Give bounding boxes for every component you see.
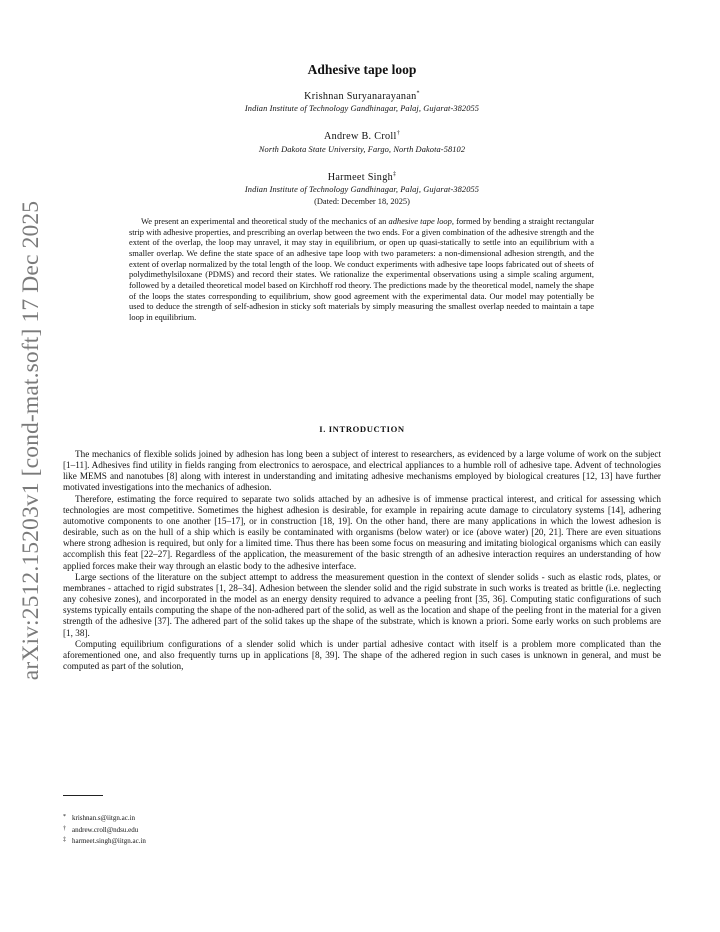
- footnote-mark: ‡: [63, 837, 66, 844]
- footnote-item: [63, 824, 363, 836]
- footnote-mark: †: [63, 825, 66, 832]
- author-name-3: [63, 172, 661, 183]
- abstract-emphasis: adhesive tape loop: [388, 216, 452, 226]
- footnote-item: [63, 812, 363, 824]
- body-paragraph: Large sections of the literature on the subject attempt to address the measurement question in the context of slender solids - such as elastic rods, plates, or membranes - attached to rigid substrates [1, 28–34]. Adhesion between the slender solid and the rigid substrate in such works is treated as brittle (i.e. neglecting any cohesive zones), and incorporated in the model as an energy density required to advance a peeling front [35, 36]. Computing static configurations of such systems typically entails computing the shape of the non-adhered part of the solid, as well as the location and shape of the peeling front in the material for a given strength of the adhesive [37]. The adhered part of the solid takes up the shape of the substrate, which is known a priori. Some early works on such problems are [1, 38].: [63, 571, 661, 638]
- body-paragraph: Computing equilibrium configurations of a slender solid which is under partial adhesive contact with itself is a problem more complicated than the aforementioned one, and also frequently turns up in applications [8, 39]. The shape of the adhered region in such cases is unknown in general, and must be computed as part of the solution,: [63, 638, 661, 671]
- footnote-email[interactable]: krishnan.s@iitgn.ac.in: [72, 814, 136, 822]
- dated-line: (Dated: December 18, 2025): [314, 197, 410, 206]
- author-name-1: [63, 91, 661, 102]
- author-name-2: [63, 131, 661, 142]
- footnote-email[interactable]: harmeet.singh@iitgn.ac.in: [72, 837, 146, 846]
- body-paragraph: Therefore, estimating the force required to separate two solids attached by an adhesive is of immense practical interest, and critical for assessing which technologies are most competitive. Sometimes the highest adhesion is desirable, for example in repairing acute damage to circulatory systems [14], adhering automotive components to one another [15–17], or in construction [18, 19]. On the other hand, there are many applications in which the lowest adhesion is desirable, such as on the hull of a ship which is easily be contaminated with organisms (below water) or ice (above water) [20, 21]. There are even situations where strong adhesion is required, but only for a limited time. Thus there has been some focus on measuring and imitating biological organisms which can easily accomplish this feat [22–27]. Regardless of the application, the measurement of the basic strength of an adhesive interaction requires an understanding of how applied forces make their way through an elastic body to the adhesive interface.: [63, 493, 661, 571]
- abstract: [129, 216, 594, 323]
- arxiv-identifier-text: arXiv:2512.15203v1 [cond-mat.soft] 17 Dec 2025: [18, 200, 45, 680]
- section-body: [63, 449, 661, 672]
- footnote-email[interactable]: andrew.croll@ndsu.edu: [72, 825, 139, 834]
- footnote-divider: [63, 795, 103, 796]
- author-affiliation-1: Indian Institute of Technology Gandhinagar, Palaj, Gujarat-382055: [244, 104, 480, 113]
- footnotes: [63, 812, 363, 847]
- author-mark: †: [396, 130, 400, 137]
- author-mark: ‡: [392, 171, 397, 178]
- abstract-text: We present an experimental and theoretical study of the mechanics of an: [141, 216, 389, 226]
- author-affiliation-3: Indian Institute of Technology Gandhinagar, Palaj, Gujarat-382055: [244, 185, 480, 194]
- section-heading: I. INTRODUCTION: [319, 424, 405, 434]
- footnote-mark: *: [63, 814, 66, 820]
- footnote-item: [63, 835, 363, 847]
- arxiv-identifier-stamp: [14, 200, 50, 680]
- author-name-text: Harmeet Singh: [327, 172, 393, 183]
- author-name-text: Krishnan Suryanarayanan: [304, 91, 417, 102]
- body-paragraph: The mechanics of flexible solids joined by adhesion has long been a subject of interest to researchers, as evidenced by a large volume of work on the subject [1–11]. Adhesives find utility in fields ranging from electronics to aerospace, and electrical appliances to a humble roll of adhesive tape. Advent of technologies like MEMS and nanotubes [8] along with interest in understanding and imitating adhesive mechanisms employed by biological creatures [12, 13] have further motivated investigations into the mechanics of adhesion.: [63, 449, 661, 493]
- author-mark: *: [416, 90, 420, 97]
- author-affiliation-2: North Dakota State University, Fargo, North Dakota-58102: [258, 145, 466, 154]
- abstract-text: , formed by bending a straight rectangular strip with adhesive properties, and prescribing an overlap between the two ends. For a given combination of the adhesive strength and the extent of the overlap, the loop may unravel, it may stay in equilibrium, or open up quasi-statically to settle into an equilibrium with a smaller overlap. We define the state space of an adhesive tape loop with two parameters: a non-dimensional adhesion strength, and the extent of overlap normalized by the total length of the loop. We conduct experiments with adhesive tape loops fabricated out of sheets of polydimethylsiloxane (PDMS) and record their states. We rationalize the experimental observations using a simple scaling argument, followed by a detailed theoretical model based on Kirchhoff rod theory. The predictions made by the theoretical model, namely the shape of the loops the states corresponding to equilibrium, show good agreement with the experimental data. Our model may potentially be used to deduce the strength of self-adhesion in sticky soft materials by simply measuring the smallest overlap needed to maintain a tape loop in equilibrium.: [129, 216, 594, 322]
- paper-title: Adhesive tape loop: [307, 62, 417, 77]
- author-name-text: Andrew B. Croll: [323, 131, 397, 142]
